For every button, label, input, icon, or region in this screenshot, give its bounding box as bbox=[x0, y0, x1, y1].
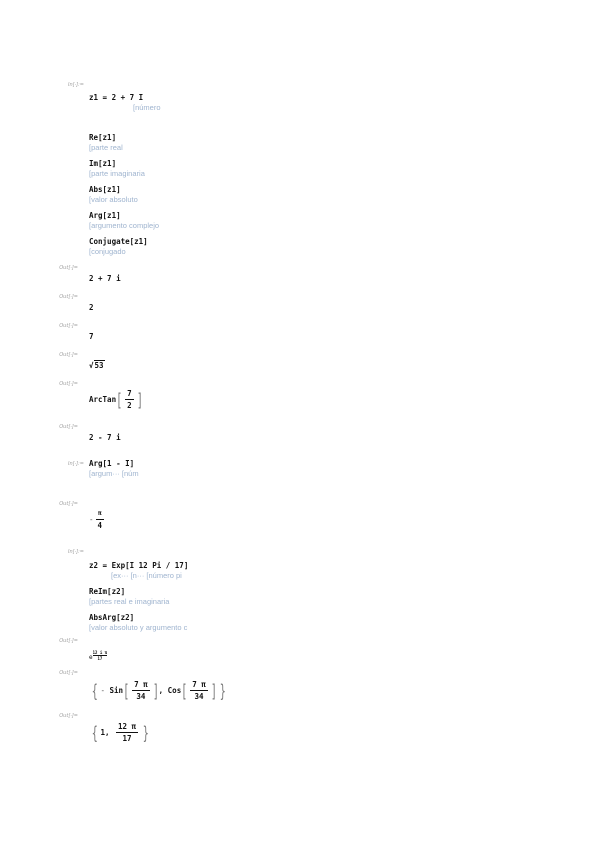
code-line[interactable]: z2 = Exp[I 12 Pi / 17] bbox=[89, 561, 189, 570]
code-line[interactable]: Arg[1 - I] bbox=[89, 459, 135, 468]
left-bracket: [ bbox=[182, 680, 187, 702]
exp-numerator: 12 i π bbox=[92, 650, 108, 655]
output-label: Out[·]= bbox=[59, 501, 78, 507]
fraction bbox=[125, 389, 134, 411]
output-list: { - Sin[ $\frac{7 \pi}{34}$ ] , Cos[ $\frac{7 \pi}{34}$ ] } bbox=[91, 680, 226, 702]
output-value: 2 - 7 i bbox=[89, 433, 121, 442]
code-hint: [valor absoluto y argumento c bbox=[89, 623, 188, 632]
code-line[interactable]: AbsArg[z2] bbox=[89, 613, 135, 622]
output-label: Out[·]= bbox=[59, 424, 78, 430]
output-label: Out[·]= bbox=[59, 352, 78, 358]
output-label: Out[·]= bbox=[59, 638, 78, 644]
right-bracket: ] bbox=[211, 680, 216, 702]
exp-base: e bbox=[89, 654, 93, 661]
code-line[interactable]: z1 = 2 + 7 I bbox=[89, 93, 144, 102]
left-brace: { bbox=[91, 680, 98, 702]
right-bracket: ] bbox=[153, 680, 158, 702]
code-line[interactable]: Im[z1] bbox=[89, 159, 117, 168]
input-label: In[·]:= bbox=[67, 461, 84, 467]
code-hint: [número bbox=[133, 103, 161, 112]
left-brace: { bbox=[91, 722, 98, 744]
fraction bbox=[132, 680, 150, 702]
code-hint: [argum··· [núm bbox=[89, 469, 139, 478]
left-bracket: [ bbox=[124, 680, 129, 702]
denominator: 17 bbox=[122, 734, 132, 743]
list-element: 1 bbox=[100, 728, 105, 737]
output-value: 2 bbox=[89, 303, 94, 312]
output-label: Out[·]= bbox=[59, 713, 78, 719]
right-brace: } bbox=[142, 722, 149, 744]
output-value: 7 bbox=[89, 332, 94, 341]
denominator: 4 bbox=[97, 521, 103, 530]
code-hint: [parte imaginaria bbox=[89, 169, 145, 178]
output-label: Out[·]= bbox=[59, 294, 78, 300]
right-brace: } bbox=[219, 680, 226, 702]
right-bracket: ] bbox=[137, 389, 142, 411]
code-line[interactable]: ReIm[z2] bbox=[89, 587, 126, 596]
minus-sign: - bbox=[100, 686, 105, 695]
left-bracket: [ bbox=[117, 389, 122, 411]
numerator: π bbox=[96, 509, 104, 520]
code-hint: [ex··· [n··· [número pi bbox=[111, 571, 182, 580]
output-sqrt bbox=[89, 361, 105, 370]
output-label: Out[·]= bbox=[59, 381, 78, 387]
function-name: ArcTan bbox=[89, 395, 117, 404]
fraction bbox=[190, 680, 208, 702]
code-hint: [partes real e imaginaria bbox=[89, 597, 170, 606]
sqrt-symbol: √53 bbox=[89, 361, 104, 370]
output-label: Out[·]= bbox=[59, 265, 78, 271]
code-hint: [argumento complejo bbox=[89, 221, 160, 230]
code-hint: [valor absoluto bbox=[89, 195, 138, 204]
output-list: { 1, $\frac{12 \pi}{17}$ } bbox=[91, 722, 149, 744]
output-value: 2 + 7 i bbox=[89, 274, 121, 283]
code-hint: [conjugado bbox=[89, 247, 126, 256]
exp-denominator: 17 bbox=[97, 656, 103, 661]
input-label: In[·]:= bbox=[67, 82, 84, 88]
cos-function: Cos bbox=[167, 686, 182, 695]
input-label: In[·]:= bbox=[67, 549, 84, 555]
fraction bbox=[116, 722, 138, 744]
output-label: Out[·]= bbox=[59, 670, 78, 676]
denominator: 2 bbox=[127, 401, 132, 410]
output-exponential bbox=[89, 650, 107, 661]
numerator: 7 π bbox=[134, 680, 148, 689]
code-line[interactable]: Re[z1] bbox=[89, 133, 117, 142]
code-line[interactable]: Conjugate[z1] bbox=[89, 237, 148, 246]
code-line[interactable]: Arg[z1] bbox=[89, 211, 121, 220]
radicand: 53 bbox=[94, 361, 104, 370]
numerator: 7 π bbox=[192, 680, 206, 689]
numerator: 12 π bbox=[118, 722, 137, 731]
minus-sign: - bbox=[89, 515, 94, 524]
output-label: Out[·]= bbox=[59, 323, 78, 329]
exp-fraction bbox=[93, 650, 107, 661]
denominator: 34 bbox=[136, 692, 146, 701]
sin-function: Sin bbox=[109, 686, 124, 695]
denominator: 34 bbox=[194, 692, 204, 701]
output-fraction bbox=[89, 509, 106, 531]
output-arctan bbox=[89, 389, 143, 411]
code-hint: [parte real bbox=[89, 143, 123, 152]
numerator: 7 bbox=[127, 389, 132, 398]
code-line[interactable]: Abs[z1] bbox=[89, 185, 121, 194]
fraction bbox=[96, 509, 105, 531]
